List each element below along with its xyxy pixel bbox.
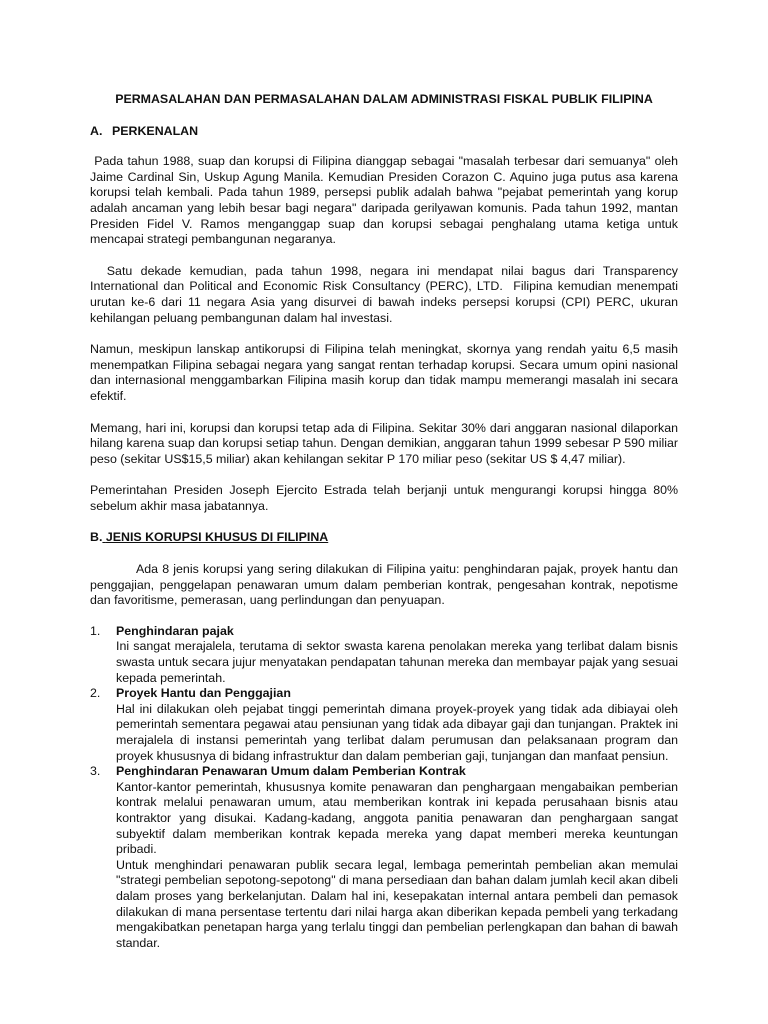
section-b-number: B.: [90, 530, 103, 545]
section-b-intro: Ada 8 jenis korupsi yang sering dilakukan di Filipina yaitu: penghindaran pajak, proyek hantu dan penggajian, penggelapan penawaran umum dalam pemberian kontrak, pengesahan kontrak, nepotisme dan favoritisme, pemerasan, uang perlindungan dan penyuapan.: [90, 562, 678, 608]
list-item: [90, 764, 678, 951]
list-item: [90, 686, 678, 764]
list-item-body: Kantor-kantor pemerintah, khususnya komite penawaran dan penghargaan mengabaikan pemberian kontrak melalui penawaran umum, atau memberikan kontrak ini kepada perusahaan bisnis atau kontraktor yang disukai. Kadang-kadang, anggota panitia penawaran dan penghargaan sangat subyektif dalam memberikan kontrak kepada mereka yang dapat memberi mereka keuntungan pribadi.: [116, 779, 678, 857]
section-b-heading: [90, 530, 678, 546]
list-marker: 1.: [90, 623, 101, 638]
list-item-body-continued: Untuk menghindari penawaran publik secara legal, lembaga pemerintah pembelian akan memulai "strategi pembelian sepotong-sepotong" di mana persediaan dan bahan dalam jumlah kecil akan dibeli dalam proses yang berkelanjutan. Dalam hal ini, kesepakatan internal antara pembeli dan pemasok dilakukan di mana persentase tertentu dari nilai harga akan diberikan kepada pembeli yang terkadang mengakibatkan penetapan harga yang terlalu tinggi dan pembelian perlengkapan dan bahan di bawah standar.: [116, 857, 678, 950]
paragraph: Memang, hari ini, korupsi dan korupsi tetap ada di Filipina. Sekitar 30% dari anggaran nasional dilaporkan hilang karena suap dan korupsi setiap tahun. Dengan demikian, anggaran tahun 1999 sebesar P 590 miliar peso (sekitar US$15,5 miliar) akan kehilangan sekitar P 170 miliar peso (sekitar US $ 4,47 miliar).: [90, 420, 678, 466]
paragraph: Satu dekade kemudian, pada tahun 1998, negara ini mendapat nilai bagus dari Transparency International dan Political and Economic Risk Consultancy (PERC), LTD. Filipina kemudian menempati urutan ke-6 dari 11 negara Asia yang disurvei di bawah indeks persepsi korupsi (CPI) PERC, ukuran kehilangan peluang pembangunan dalam hal investasi.: [90, 263, 682, 325]
document-title: PERMASALAHAN DAN PERMASALAHAN DALAM ADMINISTRASI FISKAL PUBLIK FILIPINA: [115, 92, 653, 106]
list-item-body: Hal ini dilakukan oleh pejabat tinggi pemerintah dimana proyek-proyek yang tidak ada dibiayai oleh pemerintah sementara pegawai atau pensiunan yang tidak ada dibayar gaji dan tunjangan. Praktek ini merajalela di instansi pemerintah yang terlibat dalam perumusan dan pelaksanaan program dan proyek khususnya di bidang infrastruktur dan dalam pemberian gaji, tunjangan dan manfaat pensiun.: [116, 701, 678, 763]
paragraph: Pada tahun 1988, suap dan korupsi di Filipina dianggap sebagai "masalah terbesar dari semuanya" oleh Jaime Cardinal Sin, Uskup Agung Manila. Kemudian Presiden Corazon C. Aquino juga putus asa karena korupsi telah kembali. Pada tahun 1989, persepsi publik adalah bahwa "pejabat pemerintah yang korup adalah ancaman yang lebih besar bagi negara" daripada gerilyawan komunis. Pada tahun 1992, mantan Presiden Fidel V. Ramos menganggap suap dan korupsi sebagai penghalang utama ketiga untuk mencapai strategi pembangunan negaranya.: [90, 154, 682, 247]
list-marker: 3.: [90, 764, 101, 779]
list-marker: 2.: [90, 686, 101, 701]
list-item-title: Penghindaran Penawaran Umum dalam Pemberian Kontrak: [116, 764, 466, 779]
list-item-title: Proyek Hantu dan Penggajian: [116, 686, 291, 701]
section-b-title-text: JENIS KORUPSI KHUSUS DI FILIPINA: [105, 530, 329, 545]
section-a-heading: [90, 124, 678, 140]
corruption-types-list: [90, 624, 678, 951]
paragraph: Namun, meskipun lanskap antikorupsi di Filipina telah meningkat, skornya yang rendah yaitu 6,5 masih menempatkan Filipina sebagai negara yang sangat rentan terhadap korupsi. Secara umum opini nasional dan internasional menggambarkan Filipina masih korup dan tidak mampu memerangi masalah ini secara efektif.: [90, 342, 678, 403]
section-b-title: [102, 530, 328, 544]
section-a-title: PERKENALAN: [112, 123, 199, 138]
list-item: [90, 624, 678, 686]
list-item-body: Ini sangat merajalela, terutama di sektor swasta karena penolakan mereka yang terlibat dalam bisnis swasta untuk secara jujur menyatakan pendapatan tahunan mereka dan membayar pajak yang sesuai kepada pemerintah.: [116, 639, 678, 685]
list-item-title: Penghindaran pajak: [116, 623, 234, 638]
paragraph: Pemerintahan Presiden Joseph Ejercito Estrada telah berjanji untuk mengurangi korupsi hingga 80% sebelum akhir masa jabatannya.: [90, 483, 678, 513]
section-a-number: A.: [90, 123, 103, 138]
